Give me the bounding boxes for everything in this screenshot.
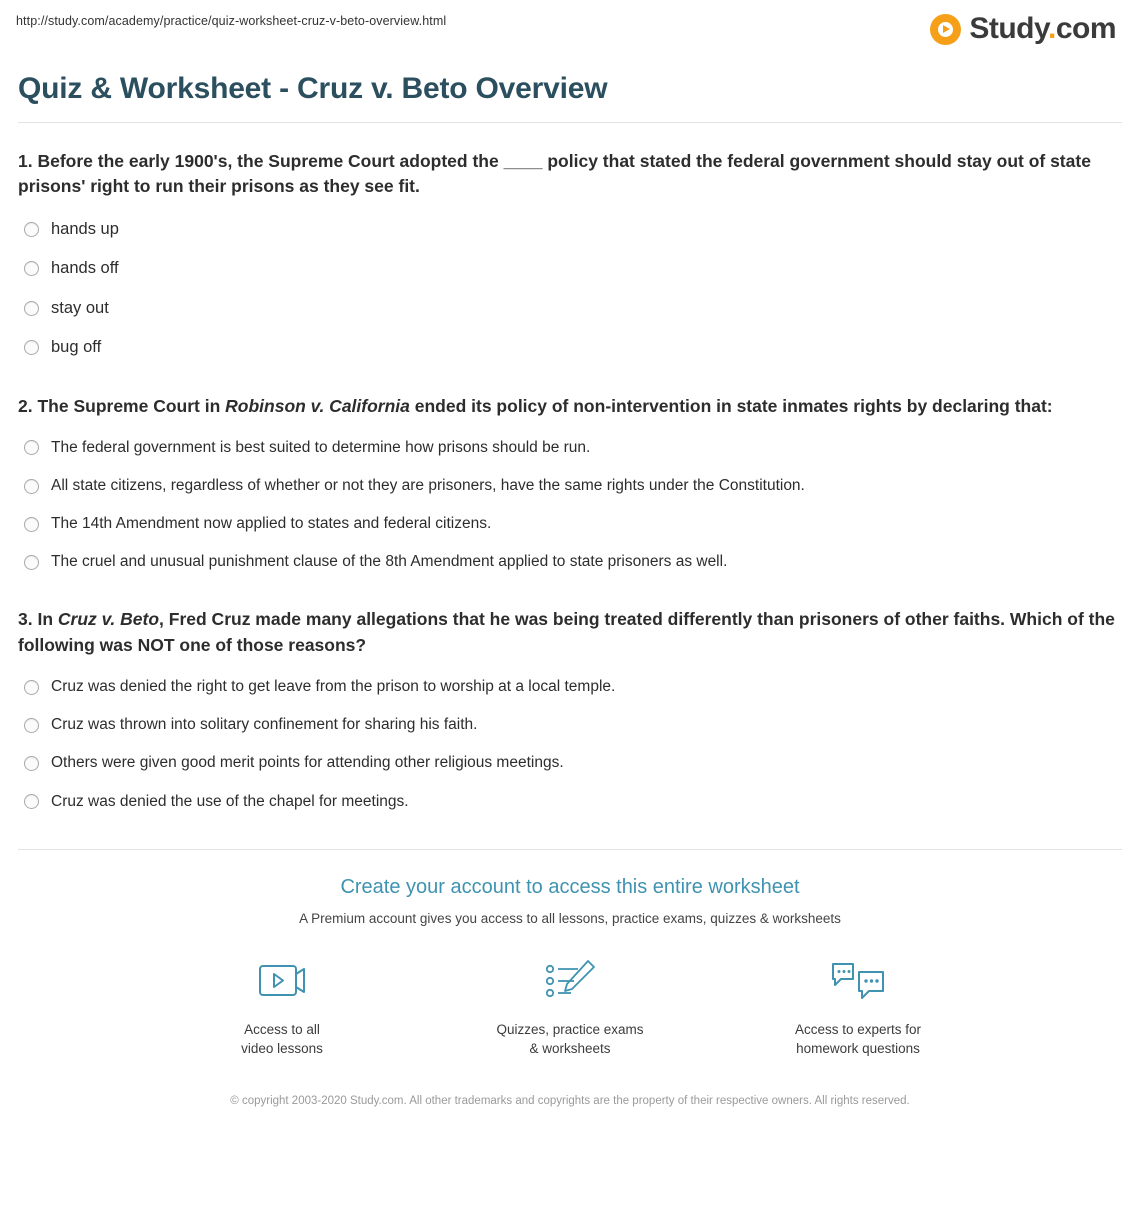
- question-2-case-name: Robinson v. California: [225, 395, 410, 416]
- answer-label: The cruel and unusual punishment clause of the 8th Amendment applied to state prisoners as well.: [51, 553, 728, 571]
- radio-button-icon[interactable]: [24, 555, 39, 570]
- copyright-text: © copyright 2003-2020 Study.com. All other trademarks and copyrights are the property of their respective owners. All rights reserved.: [230, 1094, 910, 1107]
- question-3-number: 3.: [18, 609, 33, 630]
- question-1-text: [18, 149, 1124, 200]
- question-2-body-part-2: ended its policy of non-intervention in state inmates rights by declaring that:: [409, 395, 1053, 416]
- study-com-logo[interactable]: [930, 12, 1124, 46]
- answer-option[interactable]: [24, 744, 1124, 782]
- radio-button-icon[interactable]: [24, 680, 39, 695]
- answer-label: Cruz was denied the right to get leave from the prison to worship at a local temple.: [51, 678, 616, 696]
- question-3-body-part-2: , Fred Cruz made many allegations that he was being treated differently than prisoners of other faiths. Which of the following was NOT one of those reasons?: [18, 609, 1115, 655]
- benefit-video-lessons: [197, 956, 367, 1059]
- radio-button-icon[interactable]: [24, 794, 39, 809]
- question-3: [16, 607, 1124, 820]
- question-1: [16, 149, 1124, 368]
- video-player-icon: [197, 956, 367, 1008]
- logo-dot: .: [1047, 12, 1056, 45]
- answer-option[interactable]: [24, 505, 1124, 543]
- answer-label: stay out: [51, 298, 109, 317]
- logo-name: Study: [969, 12, 1048, 45]
- question-1-answers: [24, 210, 1124, 368]
- answer-option[interactable]: [24, 543, 1124, 581]
- premium-subtext: A Premium account gives you access to all lessons, practice exams, quizzes & worksheets: [299, 910, 841, 926]
- play-circle-icon: [930, 14, 961, 45]
- question-3-body-part-1: In: [37, 609, 58, 630]
- radio-button-icon[interactable]: [24, 718, 39, 733]
- answer-option[interactable]: [24, 289, 1124, 328]
- answer-option[interactable]: [24, 706, 1124, 744]
- logo-suffix: com: [1055, 12, 1116, 45]
- benefit-label: [773, 1020, 943, 1059]
- radio-button-icon[interactable]: [24, 756, 39, 771]
- answer-option[interactable]: [24, 328, 1124, 367]
- answer-label: All state citizens, regardless of whether or not they are prisoners, have the same rights under the Constitution.: [51, 477, 805, 495]
- benefit-label-line1: Access to experts for: [794, 1021, 922, 1037]
- benefit-expert-help: [773, 956, 943, 1059]
- answer-option[interactable]: [24, 467, 1124, 505]
- answer-label: hands up: [51, 219, 119, 238]
- benefit-label-line2: homework questions: [796, 1041, 920, 1057]
- checklist-pencil-icon: [485, 956, 655, 1008]
- question-2: [16, 394, 1124, 582]
- answer-label: Cruz was thrown into solitary confinement for sharing his faith.: [51, 716, 478, 734]
- benefit-label-line1: Quizzes, practice exams: [496, 1021, 644, 1037]
- answer-option[interactable]: [24, 249, 1124, 288]
- answer-option[interactable]: [24, 783, 1124, 821]
- question-1-number: 1.: [18, 151, 33, 171]
- question-2-answers: [24, 429, 1124, 582]
- benefit-quizzes-worksheets: [485, 956, 655, 1059]
- benefit-label-line2: & worksheets: [529, 1041, 611, 1057]
- logo-wordmark: [969, 12, 1116, 46]
- benefits-list: [16, 956, 1124, 1059]
- footer-divider: [18, 849, 1122, 850]
- answer-label: The 14th Amendment now applied to states and federal citizens.: [51, 515, 492, 533]
- radio-button-icon[interactable]: [24, 479, 39, 494]
- benefit-label: [197, 1020, 367, 1059]
- radio-button-icon[interactable]: [24, 340, 39, 355]
- title-divider: [18, 122, 1122, 123]
- answer-option[interactable]: [24, 210, 1124, 249]
- answer-label: bug off: [51, 338, 102, 357]
- question-2-body-part-1: The Supreme Court in: [37, 395, 226, 416]
- radio-button-icon[interactable]: [24, 440, 39, 455]
- answer-option[interactable]: [24, 429, 1124, 467]
- page-url: http://study.com/academy/practice/quiz-worksheet-cruz-v-beto-overview.html: [16, 14, 447, 28]
- benefit-label-line1: Access to all: [244, 1021, 320, 1037]
- answer-option[interactable]: [24, 668, 1124, 706]
- question-3-answers: [24, 668, 1124, 821]
- page-title: Quiz & Worksheet - Cruz v. Beto Overview: [18, 72, 608, 105]
- question-2-number: 2.: [18, 395, 33, 416]
- answer-label: hands off: [51, 259, 119, 278]
- benefit-label: [485, 1020, 655, 1059]
- question-2-text: [18, 394, 1124, 419]
- question-3-case-name: Cruz v. Beto: [57, 609, 160, 630]
- question-1-body: Before the early 1900's, the Supreme Court adopted the ____ policy that stated the federal government should stay out of state prisons' right to run their prisons as they see fit.: [18, 151, 1091, 197]
- benefit-label-line2: video lessons: [241, 1041, 323, 1057]
- radio-button-icon[interactable]: [24, 222, 39, 237]
- radio-button-icon[interactable]: [24, 301, 39, 316]
- top-bar: [16, 0, 1124, 58]
- answer-label: Others were given good merit points for attending other religious meetings.: [51, 754, 564, 772]
- chat-bubbles-icon: [773, 956, 943, 1008]
- radio-button-icon[interactable]: [24, 261, 39, 276]
- answer-label: Cruz was denied the use of the chapel for meetings.: [51, 792, 409, 810]
- create-account-cta: [16, 876, 1124, 1110]
- create-account-link[interactable]: Create your account to access this entire worksheet: [340, 875, 800, 898]
- radio-button-icon[interactable]: [24, 517, 39, 532]
- question-3-text: [18, 607, 1124, 658]
- answer-label: The federal government is best suited to determine how prisons should be run.: [51, 438, 591, 456]
